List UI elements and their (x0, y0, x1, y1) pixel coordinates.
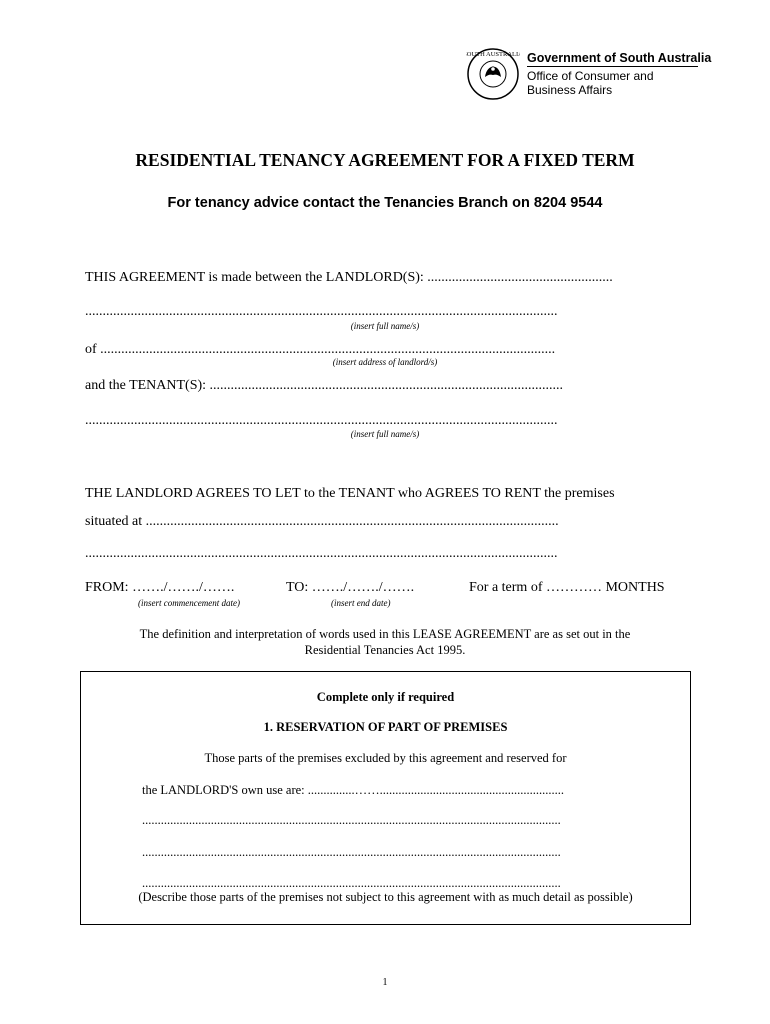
to-date-field[interactable]: TO: ……./……./……. (286, 580, 415, 595)
landlord-use-line[interactable]: the LANDLORD'S own use are: ...............……........................................................... (142, 783, 565, 797)
from-date-field[interactable]: FROM: ……./……./……. (85, 580, 235, 595)
office-name (527, 69, 654, 97)
to-date-hint: (insert end date) (331, 598, 391, 608)
definition-line-2: Residential Tenancies Act 1995. (304, 643, 466, 657)
reservation-box (80, 671, 691, 925)
header-divider (527, 66, 698, 67)
office-line-1: Office of Consumer and (527, 69, 654, 83)
office-line-2: Business Affairs (527, 83, 613, 97)
tenant-continuation-line[interactable]: ....................................................................................................................................... (85, 413, 558, 428)
situated-continuation-line[interactable]: ....................................................................................................................................... (85, 546, 558, 561)
reservation-section-title: 1. RESERVATION OF PART OF PREMISES (263, 720, 508, 734)
reservation-dots-line-3[interactable]: ...................................................................................................................................... (142, 876, 561, 890)
box-heading: Complete only if required (316, 690, 455, 704)
document-title: RESIDENTIAL TENANCY AGREEMENT FOR A FIXED TERM (135, 150, 635, 170)
advice-line: For tenancy advice contact the Tenancies Branch on 8204 9544 (167, 195, 603, 211)
government-title: Government of South Australia (527, 51, 712, 65)
from-date-hint: (insert commencement date) (138, 598, 240, 608)
reservation-intro: Those parts of the premises excluded by this agreement and reserved for (204, 751, 567, 765)
definition-note (0, 626, 770, 658)
page-number: 1 (382, 977, 388, 988)
reservation-dots-line-2[interactable]: ...................................................................................................................................... (142, 845, 561, 859)
landlord-continuation-line[interactable]: ....................................................................................................................................... (85, 304, 558, 319)
seal-text: SOUTH AUSTRALIA (466, 51, 520, 58)
term-months-field[interactable]: For a term of ………… MONTHS (469, 580, 665, 595)
reservation-instruction: (Describe those parts of the premises not subject to this agreement with as much detail as possible) (138, 890, 633, 904)
landlord-address-hint: (insert address of landlord/s) (332, 357, 438, 367)
situated-at-line[interactable]: situated at ...................................................................................................................... (85, 514, 559, 529)
landlord-address-line[interactable]: of .................................................................................................................................. (85, 342, 556, 357)
reservation-dots-line-1[interactable]: ...................................................................................................................................... (142, 813, 561, 827)
definition-line-1: The definition and interpretation of words used in this LEASE AGREEMENT are as set out in the (139, 627, 631, 641)
tenant-name-hint: (insert full name/s) (350, 429, 420, 439)
government-seal-logo (466, 47, 520, 101)
tenant-line[interactable]: and the TENANT(S): ..................................................................................................... (85, 378, 564, 393)
landlord-name-hint: (insert full name/s) (350, 321, 420, 331)
landlord-line[interactable]: THIS AGREEMENT is made between the LANDLORD(S): ..................................................... (85, 270, 613, 285)
agrees-to-let-line: THE LANDLORD AGREES TO LET to the TENANT who AGREES TO RENT the premises (85, 486, 615, 501)
